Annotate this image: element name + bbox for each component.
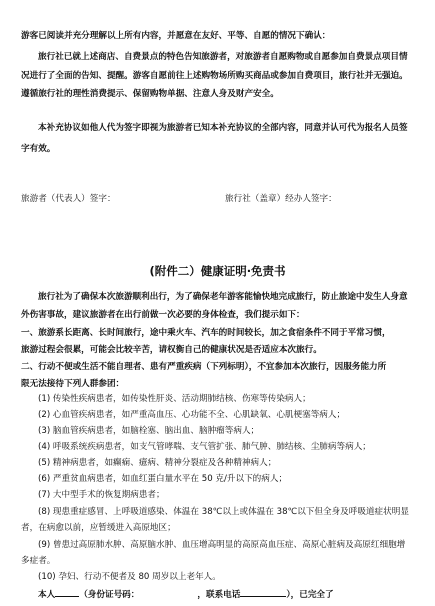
phone-blank <box>240 587 286 597</box>
paragraph-line: 遵循旅行社的理性消费提示、保留购物单据、注意人身及财产安全。 <box>21 89 279 99</box>
list-item: (7) 大中型手术的恢复期病患者； <box>38 490 165 500</box>
paragraph-line: 二、行动不便或生活不能自理者、患有严重疾病（下列标明），不宜参加本次旅行，因服务能力所 <box>21 362 387 372</box>
tourist-signature-label: 旅游者（代表人）签字： <box>21 194 116 204</box>
paragraph-line: 限无法接待下列人群参团： <box>21 379 125 389</box>
paragraph-line: 本补充协议如他人代为签字即视为旅游者已知本补充协议的全部内容，同意并认可代为报名人员签 <box>38 123 408 133</box>
list-item: (10) 孕妇、行动不便者及 80 周岁以上老年人。 <box>38 572 221 582</box>
list-item: (4) 呼吸系统疾病患者，如支气管哮喘、支气管扩张、肺气肿、肺结核、尘肺病等病人； <box>38 442 371 452</box>
name-blank <box>55 587 79 597</box>
list-item-continued: 多症者。 <box>21 556 56 566</box>
list-item: (3) 脑血管疾病患者，如脑栓塞、脑出血、脑肿瘤等病人； <box>38 426 260 436</box>
agency-signature-label: 旅行社（盖章）经办人签字： <box>225 194 337 204</box>
paragraph-line: 字有效。 <box>21 144 56 154</box>
appendix-title: (附件二）健康证明·免责书 <box>149 264 286 278</box>
list-item: (9) 曾患过高原肺水肿、高原脑水肿、血压增高明显的高原高血压症、高原心脏病及高原红细胞增 <box>38 540 406 550</box>
paragraph-line: 况进行了全面的告知、提醒。游客自愿前往上述购物场所购买商品或参加自费项目，旅行社并无强迫。 <box>21 71 408 81</box>
list-item: (6) 严重贫血病患者，如血红蛋白量水平在 50 克/升以下的病人； <box>38 474 288 484</box>
confirmation-line-1: 本人 （身份证号码： ，联系电话 ），已完全了 <box>38 587 415 601</box>
paragraph-line: 一、旅游系长距离、长时间旅行，途中乘火车、汽车的时间较长，加之食宿条件不同于平常习惯， <box>21 328 391 338</box>
list-item: (1) 传染性疾病患者，如传染性肝炎、活动期肺结核、伤寒等传染病人； <box>38 394 311 404</box>
paragraph-line: 旅游过程会很累，可能会比较辛苦，请权衡自己的健康状况是否适应本次旅行。 <box>21 345 322 355</box>
list-item-continued: 者，在病愈以前，应暂缓进入高原地区； <box>21 523 176 533</box>
confirm-statement: 游客已阅读并充分理解以上所有内容，并愿意在友好、平等、自愿的情况下确认： <box>21 31 331 41</box>
list-item: (2) 心血管疾病患者，如严重高血压、心功能不全、心肌缺氧、心肌梗塞等病人； <box>38 410 346 420</box>
list-item: (8) 现患重症感冒、上呼吸道感染、体温在 38℃以上或体温在 38℃以下但全身及呼吸道症状明显 <box>38 507 409 517</box>
paragraph-line: 外伤害事故，建议旅游者在出行前做一次必要的身体检查，我们提示如下： <box>21 310 305 320</box>
list-item: (5) 精神病患者，如癫痫、癔病、精神分裂症及各种精神病人； <box>38 458 277 468</box>
paragraph-line: 旅行社已就上述商店、自费景点的特色告知旅游者，对旅游者自愿购物或自愿参加自费景点项目情 <box>38 52 408 62</box>
paragraph-line: 旅行社为了确保本次旅游顺利出行，为了确保老年游客能愉快地完成旅行，防止旅途中发生人身意 <box>38 292 408 302</box>
